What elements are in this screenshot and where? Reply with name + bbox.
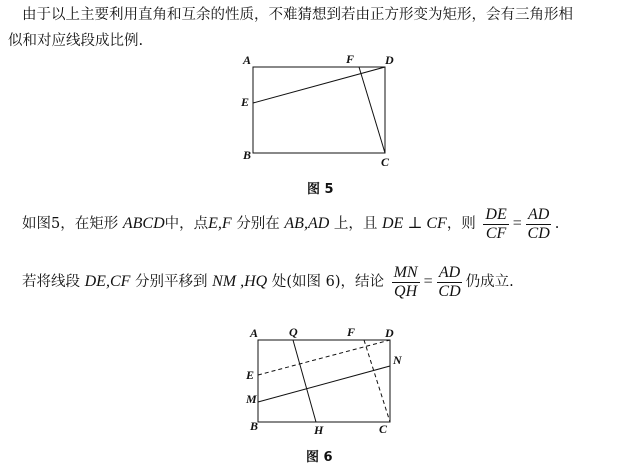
- intro-line-2: 似和对应线段成比例.: [8, 33, 144, 49]
- statement-2-end: 仍成立.: [465, 274, 514, 290]
- intro-line-1: 由于以上主要利用直角和互余的性质，不难猜想到若由正方形变为矩形，会有三角形相: [22, 7, 573, 23]
- label-f: F: [346, 52, 355, 66]
- fraction-denominator: CF: [485, 224, 507, 242]
- label-m: M: [246, 392, 257, 406]
- fraction-denominator: CD: [527, 224, 550, 242]
- segment-qh: [293, 340, 316, 422]
- sides-ab-ad: AB,AD: [284, 215, 330, 232]
- segment-cf: [359, 67, 385, 153]
- rectangle-abcd: [253, 67, 385, 153]
- label-n: N: [393, 353, 402, 367]
- fraction-de-cf: [483, 206, 508, 243]
- points-ef: E,F: [208, 215, 232, 232]
- fraction-ad-cd: [436, 264, 462, 301]
- label-f: F: [347, 325, 356, 339]
- figure-5-diagram: [236, 50, 406, 170]
- segments-de-cf: DE,CF: [84, 273, 131, 290]
- equals-sign: =: [422, 273, 434, 290]
- fraction-ad-cd: [526, 206, 552, 243]
- statement-1-mid3: 上，且: [333, 216, 378, 232]
- label-e: E: [241, 95, 250, 109]
- rect-name: ABCD: [122, 215, 165, 232]
- statement-2-mid2: 处(如图 6)，结论: [271, 274, 384, 290]
- label-q: Q: [289, 325, 298, 339]
- label-d: D: [385, 326, 394, 340]
- statement-1-end: .: [554, 216, 560, 232]
- statement-2-prefix: 若将线段: [22, 274, 80, 290]
- statement-1-prefix: 如图5，在矩形: [22, 216, 119, 232]
- figure-5-caption: 图 5: [307, 182, 334, 197]
- fraction-numerator: AD: [528, 205, 550, 223]
- label-c: C: [381, 155, 390, 169]
- statement-1-mid2: 分别在: [236, 216, 280, 232]
- statement-2-mid1: 分别平移到: [135, 274, 208, 290]
- label-d: D: [385, 53, 394, 67]
- segment-mn: [258, 366, 390, 402]
- statement-2: [22, 262, 514, 302]
- fraction-numerator: MN: [393, 263, 418, 281]
- statement-1: [22, 204, 559, 244]
- label-e: E: [246, 368, 255, 382]
- perpendicular-relation: DE ⊥ CF: [381, 215, 447, 232]
- fraction-numerator: AD: [438, 263, 461, 281]
- equals-sign: =: [511, 215, 523, 232]
- fraction-mn-qh: [392, 264, 420, 301]
- figure-6-diagram: [240, 322, 410, 440]
- rectangle-abcd: [258, 340, 390, 422]
- figure-6-caption: 图 6: [306, 450, 333, 465]
- targets-nm-hq: NM ,HQ: [212, 273, 268, 290]
- fraction-denominator: QH: [394, 282, 418, 300]
- label-b: B: [243, 148, 252, 162]
- label-h: H: [314, 423, 324, 437]
- segment-de: [253, 67, 385, 103]
- statement-1-mid1: 中，点: [164, 216, 209, 232]
- label-c: C: [379, 422, 388, 436]
- label-b: B: [250, 419, 259, 433]
- fraction-numerator: DE: [485, 205, 507, 223]
- label-a: A: [243, 53, 252, 67]
- fraction-denominator: CD: [438, 282, 461, 300]
- statement-1-mid4: ，则: [446, 216, 476, 232]
- label-a: A: [250, 326, 259, 340]
- segment-cf-dashed: [364, 340, 390, 422]
- segment-de-dashed: [258, 340, 390, 375]
